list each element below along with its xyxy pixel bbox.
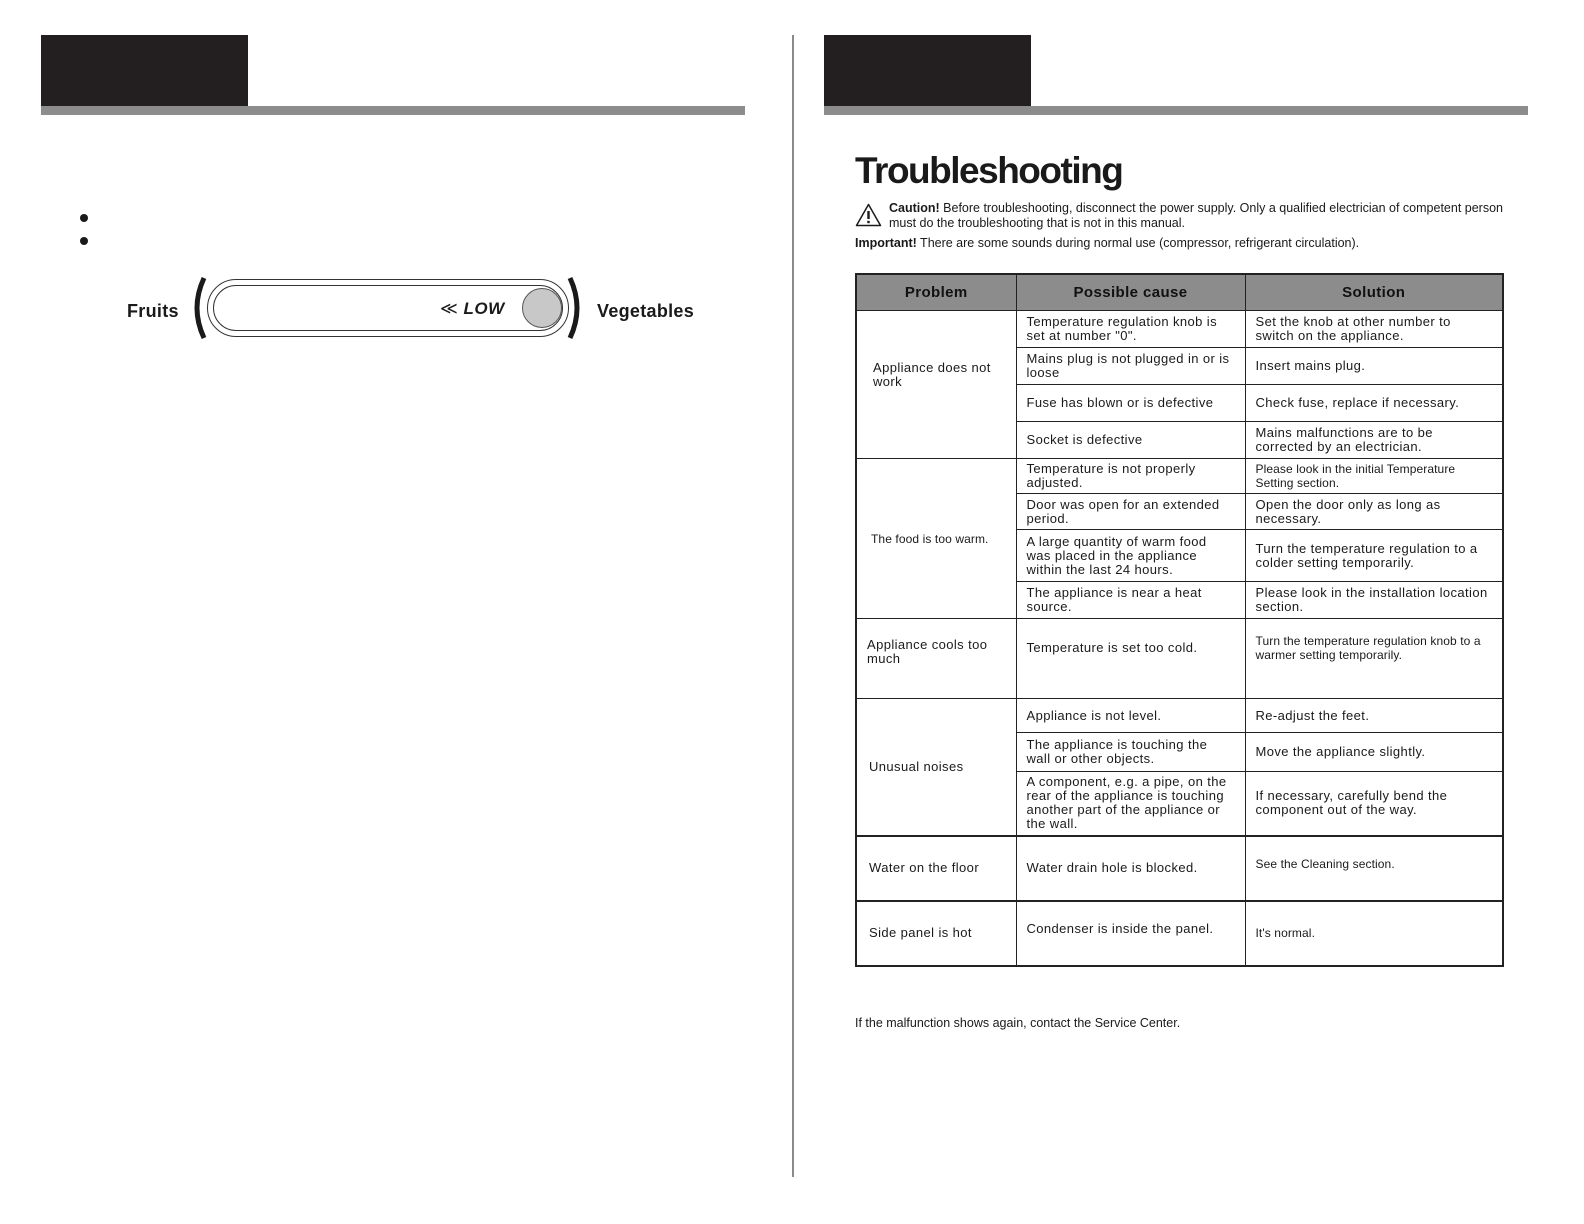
right-bracket-icon — [566, 274, 588, 342]
cause-cell: Condenser is inside the panel. — [1016, 901, 1245, 966]
slider-knob[interactable] — [522, 288, 562, 328]
solution-cell: Open the door only as long as necessary. — [1245, 494, 1503, 530]
important-text: There are some sounds during normal use (compressor, refrigerant circulation). — [916, 236, 1360, 250]
problem-cell: The food is too warm. — [856, 459, 1016, 619]
right-header-rule — [824, 106, 1528, 115]
table-row — [856, 459, 1503, 494]
solution-cell: Re-adjust the feet. — [1245, 699, 1503, 733]
caution-text: Before troubleshooting, disconnect the power supply. Only a qualified electrician of competent person must do the troubleshooting that is not in this manual. — [889, 201, 1503, 230]
cause-cell: Fuse has blown or is defective — [1016, 385, 1245, 422]
cause-cell: Water drain hole is blocked. — [1016, 836, 1245, 901]
bullet-point — [80, 237, 88, 245]
caution-note — [889, 201, 1529, 231]
low-label: LOW — [463, 299, 505, 318]
left-header-block — [41, 35, 248, 107]
important-note — [855, 236, 1359, 250]
slider-inner-track — [213, 285, 563, 331]
bullet-point — [80, 214, 88, 222]
warning-triangle-icon — [855, 203, 882, 227]
slider-right-label: Vegetables — [597, 301, 695, 321]
cause-cell: Socket is defective — [1016, 422, 1245, 459]
double-chevron-left-icon: ≪ — [440, 299, 459, 318]
solution-cell: Insert mains plug. — [1245, 348, 1503, 385]
solution-cell: Set the knob at other number to switch on the appliance. — [1245, 311, 1503, 348]
table-row — [856, 836, 1503, 901]
solution-cell: Move the appliance slightly. — [1245, 733, 1503, 772]
solution-cell: If necessary, carefully bend the component out of the way. — [1245, 772, 1503, 836]
left-header-rule — [41, 106, 745, 115]
cause-cell: The appliance is touching the wall or other objects. — [1016, 733, 1245, 772]
table-row — [856, 619, 1503, 699]
table-row — [856, 901, 1503, 966]
cause-cell: The appliance is near a heat source. — [1016, 582, 1245, 619]
solution-cell: Check fuse, replace if necessary. — [1245, 385, 1503, 422]
cause-cell: Temperature is not properly adjusted. — [1016, 459, 1245, 494]
solution-cell: Please look in the initial Temperature Setting section. — [1245, 459, 1503, 494]
cause-cell: Temperature regulation knob is set at number "0". — [1016, 311, 1245, 348]
column-header-solution: Solution — [1245, 274, 1503, 311]
problem-cell: Appliance does not work — [856, 311, 1016, 459]
table-row — [856, 699, 1503, 733]
solution-cell: Turn the temperature regulation knob to a warmer setting temporarily. — [1245, 619, 1503, 699]
solution-cell: See the Cleaning section. — [1245, 836, 1503, 901]
caution-label: Caution! — [889, 201, 940, 215]
problem-cell: Water on the floor — [856, 836, 1016, 901]
slider-setting-text — [440, 299, 505, 319]
right-header-block — [824, 35, 1031, 107]
troubleshooting-table — [855, 273, 1504, 967]
problem-cell: Unusual noises — [856, 699, 1016, 836]
cause-cell: Mains plug is not plugged in or is loose — [1016, 348, 1245, 385]
left-bracket-icon — [186, 274, 208, 342]
cause-cell: A component, e.g. a pipe, on the rear of the appliance is touching another part of the appliance or the wall. — [1016, 772, 1245, 836]
service-center-note: If the malfunction shows again, contact the Service Center. — [855, 1016, 1181, 1030]
page-title: Troubleshooting — [855, 150, 1123, 191]
important-label: Important! — [855, 236, 917, 250]
solution-cell: Turn the temperature regulation to a colder setting temporarily. — [1245, 530, 1503, 582]
slider-left-label: Fruits — [127, 301, 179, 321]
cause-cell: Door was open for an extended period. — [1016, 494, 1245, 530]
table-header-row — [856, 274, 1503, 311]
cause-cell: A large quantity of warm food was placed in the appliance within the last 24 hours. — [1016, 530, 1245, 582]
problem-cell: Appliance cools too much — [856, 619, 1016, 699]
solution-cell: Mains malfunctions are to be corrected by an electrician. — [1245, 422, 1503, 459]
cause-cell: Temperature is set too cold. — [1016, 619, 1245, 699]
solution-cell: It's normal. — [1245, 901, 1503, 966]
problem-cell: Side panel is hot — [856, 901, 1016, 966]
column-header-problem: Problem — [856, 274, 1016, 311]
cause-cell: Appliance is not level. — [1016, 699, 1245, 733]
solution-cell: Please look in the installation location section. — [1245, 582, 1503, 619]
page-divider — [792, 35, 794, 1177]
column-header-cause: Possible cause — [1016, 274, 1245, 311]
table-row — [856, 311, 1503, 348]
